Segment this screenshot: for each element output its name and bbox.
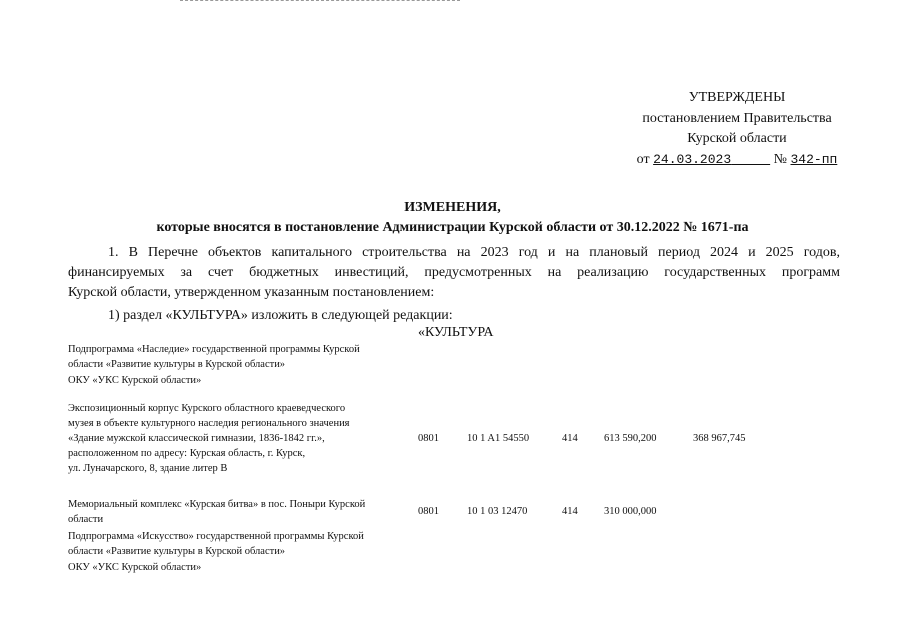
- paragraph-line: финансируемых за счет бюджетных инвестиций, предусмотренных на реализацию государственных программ: [68, 265, 840, 280]
- object-name: области: [68, 514, 104, 525]
- approval-date: 24.03.2023: [653, 152, 732, 167]
- amount-2024: 368 967,745: [693, 433, 746, 444]
- amount-2023: 613 590,200: [604, 433, 657, 444]
- amount-2023: 310 000,000: [604, 506, 657, 517]
- object-name: «Здание мужской классической гимназии, 1836-1842 гг.»,: [68, 433, 325, 444]
- approval-heading: УТВЕРЖДЕНЫ: [688, 90, 786, 105]
- subprogram-text: области «Развитие культуры в Курской области»: [68, 359, 286, 370]
- subprogram-text: Подпрограмма «Наследие» государственной программы Курской: [68, 344, 360, 355]
- approval-number: 342-пп: [790, 152, 838, 167]
- number-prefix: №: [773, 152, 787, 167]
- document-subtitle: которые вносятся в постановление Администрации Курской области от 30.12.2022 № 1671-па: [156, 220, 749, 235]
- scan-edge-line: [180, 0, 460, 1]
- subprogram-text: области «Развитие культуры в Курской области»: [68, 546, 286, 557]
- item-text: 1) раздел «КУЛЬТУРА» изложить в следующей редакции:: [108, 308, 453, 323]
- expense-type: 414: [562, 506, 578, 517]
- section-code: 0801: [418, 506, 439, 517]
- organization-text: ОКУ «УКС Курской области»: [68, 562, 202, 573]
- approval-date-number: [617, 152, 857, 168]
- expense-type: 414: [562, 433, 578, 444]
- object-name: ул. Луначарского, 8, здание литер В: [68, 463, 228, 474]
- approval-line: постановлением Правительства: [642, 111, 832, 126]
- object-name: Экспозиционный корпус Курского областного краеведческого: [68, 403, 346, 414]
- paragraph-line: Курской области, утвержденном указанным постановлением:: [68, 285, 435, 300]
- organization-text: ОКУ «УКС Курской области»: [68, 375, 202, 386]
- section-code: 0801: [418, 433, 439, 444]
- section-title: «КУЛЬТУРА: [418, 325, 494, 340]
- object-name: расположенном по адресу: Курская область, г. Курск,: [68, 448, 306, 459]
- object-name: музея в объекте культурного наследия регионального значения: [68, 418, 350, 429]
- document-title: ИЗМЕНЕНИЯ,: [404, 200, 501, 215]
- object-name: Мемориальный комплекс «Курская битва» в пос. Поныри Курской: [68, 499, 366, 510]
- subprogram-text: Подпрограмма «Искусство» государственной программы Курской: [68, 531, 364, 542]
- approval-line: Курской области: [687, 131, 787, 146]
- target-code: 10 1 03 12470: [467, 506, 528, 517]
- paragraph-line: 1. В Перечне объектов капитального строительства на 2023 год и на плановый период 2024 и 2025 годов,: [108, 245, 840, 260]
- target-code: 10 1 A1 54550: [467, 433, 530, 444]
- date-prefix: от: [636, 152, 650, 167]
